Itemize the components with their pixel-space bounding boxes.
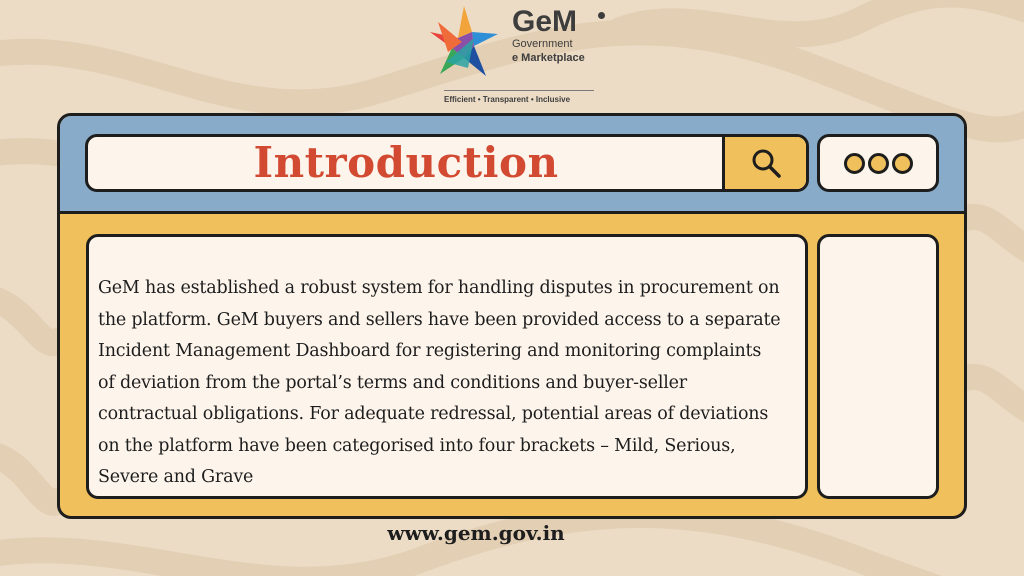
- menu-dot-icon: [892, 153, 913, 174]
- logo-subtitle-line2: e Marketplace: [512, 52, 585, 64]
- menu-dot-icon: [844, 153, 865, 174]
- registered-mark-icon: [598, 12, 605, 19]
- logo-name: GeM: [512, 5, 578, 38]
- content-panel: [86, 234, 808, 499]
- menu-dot-icon: [868, 153, 889, 174]
- search-button[interactable]: [722, 137, 806, 189]
- window-titlebar: [60, 116, 964, 214]
- gem-star-logo-icon: [428, 2, 500, 80]
- title-field: [85, 134, 809, 192]
- logo-divider: [444, 90, 594, 91]
- logo-tagline: Efficient • Transparent • Inclusive: [444, 95, 571, 104]
- footer-website-url[interactable]: www.gem.gov.in: [387, 521, 565, 545]
- introduction-text: GeM has established a robust system for handling disputes in procurement on the platform. GeM buyers and sellers have been provided access to a separate Incident Management Dashboard for registering and monitoring complaints of deviation from the portal’s terms and conditions and buyer-seller contractual obligations. For adequate redressal, potential areas of deviations on the platform have been categorised into four brackets – Mild, Serious, Severe and Grave: [98, 278, 781, 487]
- search-icon: [749, 146, 783, 180]
- logo-text: [512, 6, 585, 65]
- browser-window-graphic: [57, 113, 967, 519]
- page-title: Introduction: [253, 138, 559, 187]
- gem-logo: [428, 2, 608, 108]
- logo-subtitle-line1: Government: [512, 38, 573, 50]
- menu-button[interactable]: [817, 134, 939, 192]
- side-panel: [817, 234, 939, 499]
